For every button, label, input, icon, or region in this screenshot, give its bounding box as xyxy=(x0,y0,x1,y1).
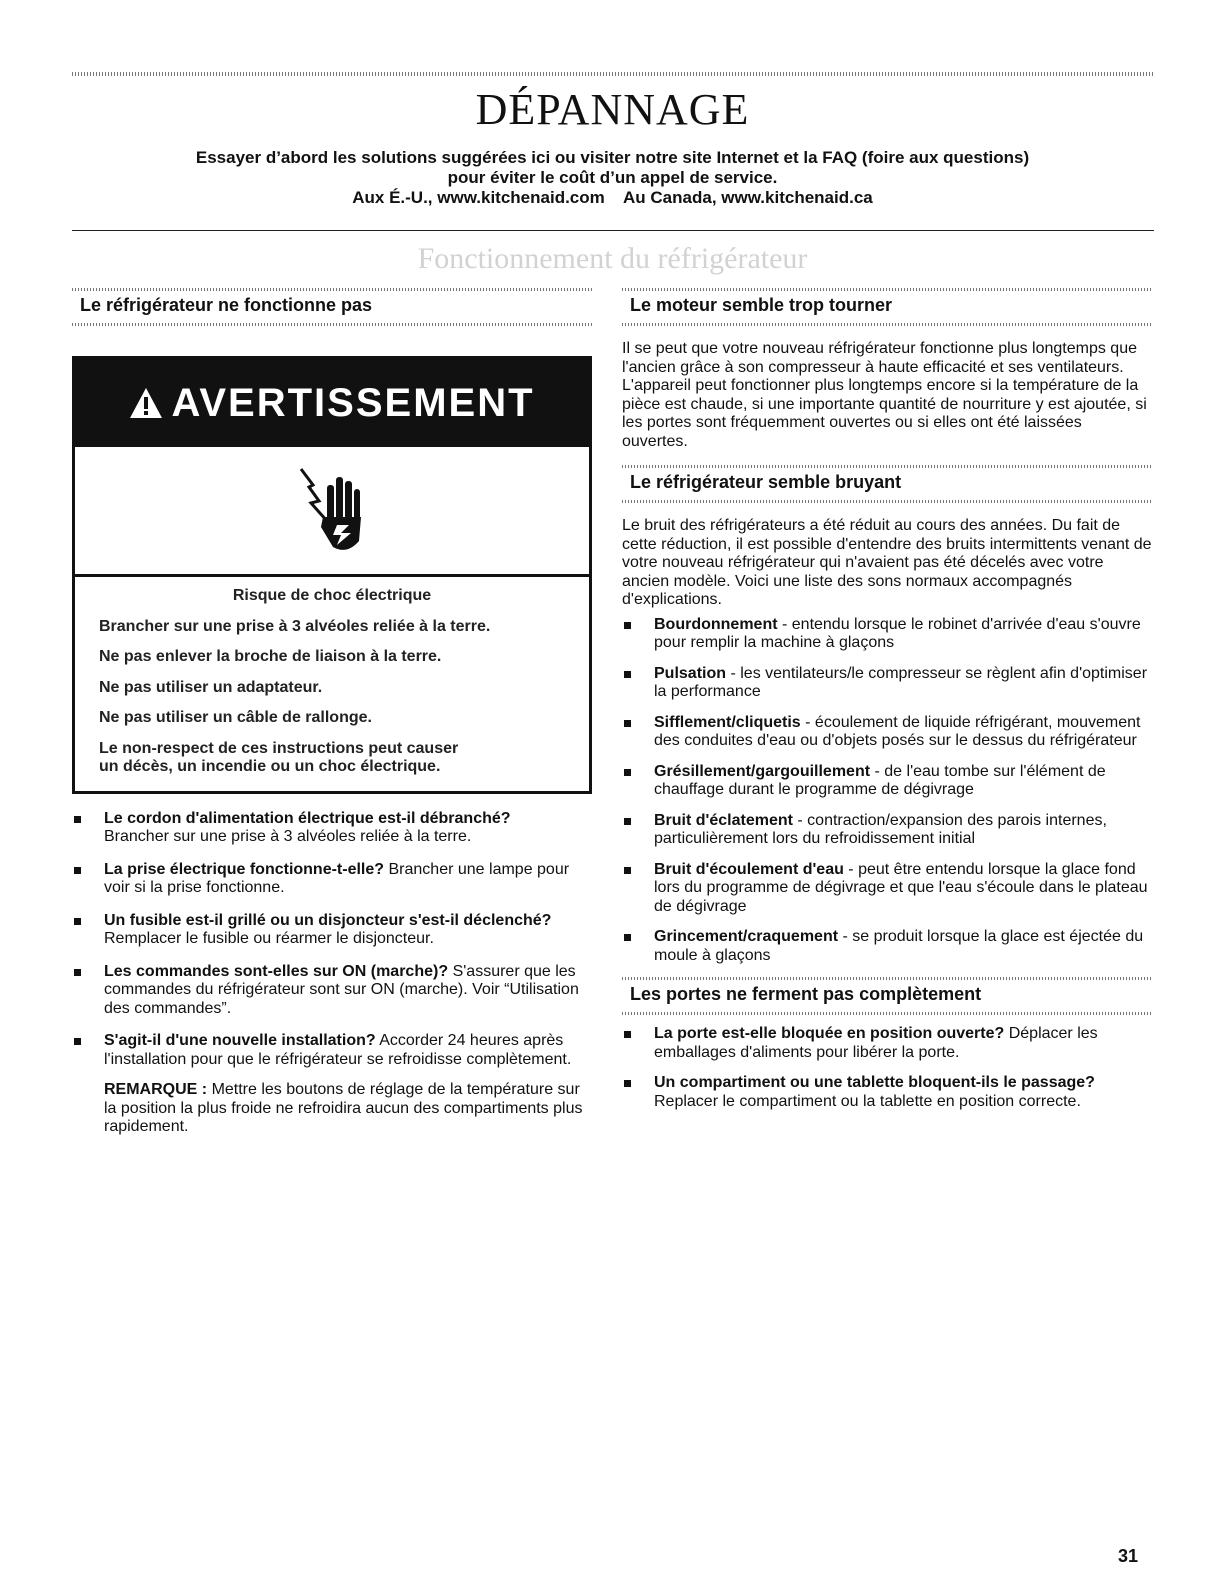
list-item xyxy=(72,1032,592,1069)
item-answer: Brancher sur une prise à 3 alvéoles reliée à la terre. xyxy=(104,828,472,845)
item-answer: - les ventilateurs/le compresseur se règlent afin d'optimiser la performance xyxy=(654,664,1148,700)
item-answer: Replacer le compartiment ou la tablette en position correcte. xyxy=(654,1092,1081,1110)
heading-fridge-not-working: Le réfrigérateur ne fonctionne pas xyxy=(72,288,592,328)
subtitle-line-3: Aux É.-U., www.kitchenaid.com Au Canada, www.kitchenaid.ca xyxy=(352,188,873,207)
item-question: Les commandes sont-elles sur ON (marche)? xyxy=(104,962,449,980)
motor-text: Il se peut que votre nouveau réfrigérateur fonctionne plus longtemps que l'ancien grâce à son compresseur à haute efficacité et ses ventilateurs. L'appareil peut fonctionner plus longtemps encore si la température de la pièce est chaude, si une importante quantité de nourriture y est ajoutée, si les portes sont fréquemment ouvertes ou si elles ont été laissées ouvertes. xyxy=(622,340,1147,450)
item-question: Bourdonnement xyxy=(654,615,778,633)
item-answer: - entendu lorsque le robinet d'arrivée d'eau s'ouvre pour remplir la machine à glaçons xyxy=(654,615,1141,651)
item-question: Bruit d'écoulement d'eau xyxy=(654,860,844,878)
list-item xyxy=(622,714,1152,751)
item-answer: Accorder 24 heures après l'installation pour que le réfrigérateur se refroidisse complètement. xyxy=(104,1032,572,1068)
electric-shock-hand-icon xyxy=(297,461,367,561)
list-item xyxy=(622,665,1152,702)
left-column xyxy=(72,288,592,1137)
warning-consequence-line-1: Le non-respect de ces instructions peut causer xyxy=(99,739,459,757)
heading-doors: Les portes ne ferment pas complètement xyxy=(622,977,1152,1017)
warning-consequence-line-2: un décès, un incendie ou un choc électrique. xyxy=(99,758,441,775)
item-answer: - écoulement de liquide réfrigérant, mouvement des conduites d'eau ou d'objets posés sur le dessus du réfrigérateur xyxy=(654,713,1141,749)
warning-box xyxy=(72,356,592,794)
list-item xyxy=(622,1074,1152,1111)
warning-icon-area xyxy=(75,447,589,577)
item-question: Bruit d'éclatement xyxy=(654,811,793,829)
header-divider xyxy=(72,230,1154,231)
item-answer: - peut être entendu lorsque la glace fond lors du programme de dégivrage et que l'eau s'écoule dans le plateau de dégivrage xyxy=(654,860,1148,915)
list-item xyxy=(622,928,1152,965)
item-question: La prise électrique fonctionne-t-elle? xyxy=(104,860,385,878)
warning-line: Ne pas utiliser un adaptateur. xyxy=(99,678,323,696)
item-question: Le cordon d'alimentation électrique est-il débranché? xyxy=(104,809,511,827)
doors-list xyxy=(622,1025,1152,1111)
list-item xyxy=(72,912,592,949)
top-dotted-rule xyxy=(72,72,1154,76)
warning-body xyxy=(75,577,589,791)
subtitle-line-2: pour éviter le coût d’un appel de service. xyxy=(447,168,778,187)
list-item xyxy=(622,861,1152,917)
list-item xyxy=(622,616,1152,653)
list-item xyxy=(72,861,592,898)
list-item xyxy=(72,810,592,847)
page-number: 31 xyxy=(1118,1546,1139,1566)
list-item xyxy=(622,812,1152,849)
section-title: Fonctionnement du réfrigérateur xyxy=(417,242,808,275)
page-title: DÉPANNAGE xyxy=(475,85,750,134)
item-question: La porte est-elle bloquée en position ouverte? xyxy=(654,1025,1005,1042)
list-item xyxy=(72,963,592,1019)
heading-noise: Le réfrigérateur semble bruyant xyxy=(622,465,1152,505)
item-question: Pulsation xyxy=(654,664,727,682)
item-answer: Remplacer le fusible ou réarmer le disjoncteur. xyxy=(104,930,434,947)
warning-risk: Risque de choc électrique xyxy=(232,587,432,604)
warning-label: AVERTISSEMENT xyxy=(171,380,535,425)
item-answer: Déplacer les emballages d'aliments pour libérer la porte. xyxy=(654,1025,1098,1061)
item-question: S'agit-il d'une nouvelle installation? xyxy=(104,1032,376,1049)
remark-label: REMARQUE : xyxy=(104,1081,208,1098)
item-question: Un compartiment ou une tablette bloquent-ils le passage? xyxy=(654,1074,1095,1091)
item-answer: - de l'eau tombe sur l'élément de chauffage durant le programme de dégivrage xyxy=(654,762,1106,798)
warning-line: Ne pas utiliser un câble de rallonge. xyxy=(99,709,372,726)
item-answer: - contraction/expansion des parois internes, particulièrement lors du refroidissement initial xyxy=(654,811,1107,847)
list-item xyxy=(622,1025,1152,1062)
warning-triangle-icon xyxy=(129,386,163,420)
item-question: Grésillement/gargouillement xyxy=(654,762,871,780)
heading-motor: Le moteur semble trop tourner xyxy=(622,288,1152,328)
noise-text: Le bruit des réfrigérateurs a été réduit au cours des années. Du fait de cette réduction, il est possible d'entendre des bruits intermittents venant de votre nouveau réfrigérateur qui n'avaient pas été décelés avec votre ancien modèle. Voici une liste des sons normaux accompagnés d'explications. xyxy=(622,517,1152,608)
remark-text: Mettre les boutons de réglage de la température sur la position la plus froide ne refroidira aucun des compartiments plus rapidement. xyxy=(104,1081,583,1135)
warning-line: Ne pas enlever la broche de liaison à la terre. xyxy=(99,648,442,665)
remark xyxy=(72,1081,592,1137)
page-subtitle xyxy=(80,148,1145,208)
item-question: Grincement/craquement xyxy=(654,928,839,945)
warning-header xyxy=(75,359,589,447)
right-column xyxy=(622,288,1152,1123)
item-answer: S'assurer que les commandes du réfrigérateur sont sur ON (marche). Voir “Utilisation des commandes”. xyxy=(104,962,579,1017)
fridge-not-working-list xyxy=(72,810,592,1070)
item-question: Sifflement/cliquetis xyxy=(654,713,801,731)
item-answer: - se produit lorsque la glace est éjectée du moule à glaçons xyxy=(654,928,1144,964)
item-answer: Brancher une lampe pour voir si la prise fonctionne. xyxy=(104,860,570,896)
item-question: Un fusible est-il grillé ou un disjoncteur s'est-il déclenché? xyxy=(104,911,552,929)
subtitle-line-1: Essayer d’abord les solutions suggérées ici ou visiter notre site Internet et la FAQ (foire aux questions) xyxy=(195,148,1030,167)
warning-line: Brancher sur une prise à 3 alvéoles reliée à la terre. xyxy=(99,617,491,635)
noise-list xyxy=(622,616,1152,966)
warning-consequence xyxy=(99,740,589,777)
list-item xyxy=(622,763,1152,800)
